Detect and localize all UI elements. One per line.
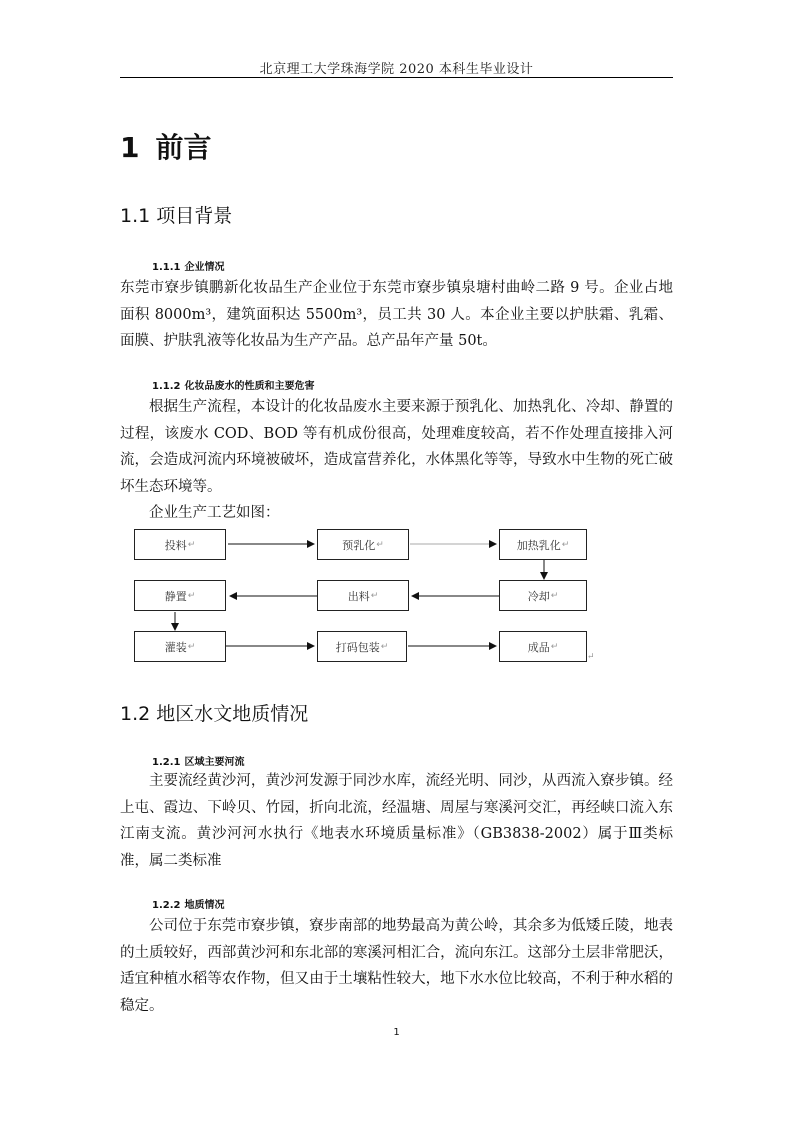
chapter-title-text: 前言 bbox=[155, 131, 212, 164]
flow-step-product: 成品 ↵ bbox=[499, 631, 587, 662]
section-heading-1-2: 1.2 地区水文地质情况 bbox=[120, 703, 309, 725]
paragraph-rivers: 主要流经黄沙河，黄沙河发源于同沙水库，流经光明、同沙，从西流入寮步镇。经上屯、霞边、下岭贝、竹园，折向北流，经温塘、周屋与寒溪河交汇，再经峡口流入东江南支流。黄沙河河水执行《地表水环境质量标准》（GB3838-2002）属于Ⅲ类标准，属二类标准 bbox=[120, 773, 673, 869]
paragraph-company-info: 东莞市寮步镇鹏新化妆品生产企业位于东莞市寮步镇泉塘村曲岭二路 9 号。企业占地面积 8000m³，建筑面积达 5500m³，员工共 30 人。本企业主要以护肤霜、乳霜、面膜、护肤乳液等化妆品为生产产品。总产品年产量 50t。 bbox=[120, 280, 673, 349]
paragraph-process-intro: 企业生产工艺如图： bbox=[149, 505, 280, 521]
subsection-number: 1.2.2 bbox=[152, 900, 181, 911]
paragraph-mark: ↵ bbox=[587, 652, 595, 662]
subsection-heading-1-2-2 bbox=[152, 896, 224, 911]
paragraph-geology: 公司位于东莞市寮步镇，寮步南部的地势最高为黄公岭，其余多为低矮丘陵，地表的土质较好，西部黄沙河和东北部的寒溪河相汇合，流向东江。这部分土层非常肥沃，适宜种植水稻等农作物，但又由于土壤粘性较大，地下水水位比较高，不利于种水稻的稳定。 bbox=[120, 918, 673, 1014]
subsection-title: 地质情况 bbox=[184, 900, 225, 911]
subsection-number: 1.1.2 bbox=[152, 381, 181, 392]
flow-step-fill: 灌装 ↵ bbox=[134, 631, 226, 662]
section-heading-1-1: 1.1 项目背景 bbox=[120, 205, 233, 227]
flow-step-discharge: 出料 ↵ bbox=[317, 580, 409, 611]
flow-step-cool: 冷却 ↵ bbox=[499, 580, 587, 611]
flow-step-feed: 投料 ↵ bbox=[134, 529, 226, 560]
page-header: 北京理工大学珠海学院 2020 本科生毕业设计 bbox=[259, 62, 534, 77]
subsection-title: 企业情况 bbox=[184, 262, 225, 273]
flow-step-preemulsify: 预乳化 ↵ bbox=[317, 529, 409, 560]
subsection-number: 1.2.1 bbox=[152, 757, 181, 768]
subsection-title: 化妆品废水的性质和主要危害 bbox=[184, 381, 315, 392]
subsection-title: 区域主要河流 bbox=[184, 757, 245, 768]
flow-step-heat-emulsify: 加热乳化 ↵ bbox=[499, 529, 587, 560]
subsection-heading-1-2-1 bbox=[152, 753, 244, 768]
flow-step-settle: 静置 ↵ bbox=[134, 580, 226, 611]
page-number: 1 bbox=[393, 1027, 400, 1038]
subsection-number: 1.1.1 bbox=[152, 262, 181, 273]
chapter-number: 1 bbox=[120, 131, 140, 164]
flow-step-code-pack: 打码包装 ↵ bbox=[317, 631, 407, 662]
paragraph-wastewater: 根据生产流程，本设计的化妆品废水主要来源于预乳化、加热乳化、冷却、静置的过程，该废水 COD、BOD 等有机成份很高，处理难度较高，若不作处理直接排入河流，会造成河流内环境被破坏，造成富营养化，水体黑化等等，导致水中生物的死亡破坏生态环境等。 bbox=[120, 399, 673, 495]
